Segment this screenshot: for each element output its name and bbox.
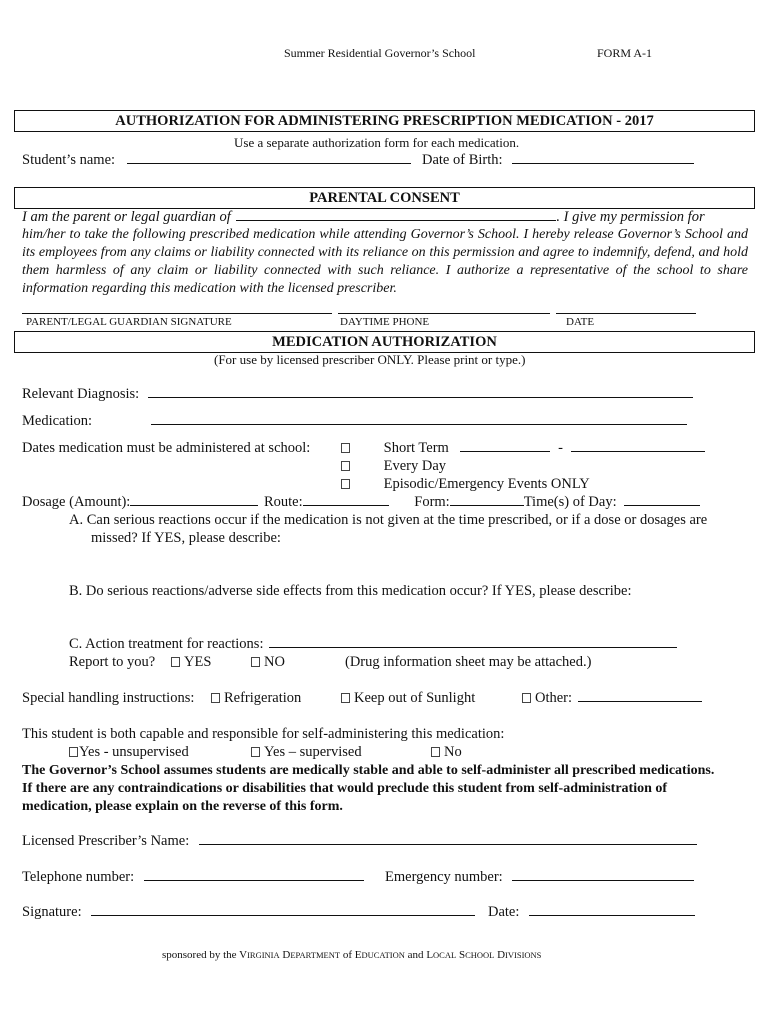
consent-date-label: DATE <box>566 316 595 328</box>
emergency-field[interactable] <box>512 869 694 881</box>
short-term-start-field[interactable] <box>460 440 550 452</box>
sunlight-label: Keep out of Sunlight <box>354 690 476 706</box>
parental-consent-heading: PARENTAL CONSENT <box>14 187 755 209</box>
dosage-row <box>22 494 700 511</box>
refrigeration-option[interactable] <box>211 690 301 707</box>
sunlight-checkbox[interactable] <box>341 693 350 703</box>
times-label: Time(s) of Day: <box>523 494 617 510</box>
self-yes-unsupervised-checkbox[interactable] <box>69 747 78 757</box>
signature-date-row <box>488 904 695 921</box>
footer-sponsored-by: sponsored by the <box>162 949 237 961</box>
report-yes-checkbox[interactable] <box>171 657 180 667</box>
short-term-label: Short Term <box>383 440 449 456</box>
every-day-checkbox[interactable] <box>341 461 350 471</box>
refrigeration-label: Refrigeration <box>224 690 302 706</box>
medical-stability-statement: The Governor’s School assumes students are medically stable and able to self-administer all prescribed medications. If there are any contraindications or disabilities that would preclude this student from self-administration of medication, please explain on the reverse of this form. <box>22 763 715 814</box>
signature-date-field[interactable] <box>529 904 695 916</box>
student-name-field[interactable] <box>127 152 411 164</box>
short-term-option[interactable] <box>341 440 705 457</box>
prescriber-label: Licensed Prescriber’s Name: <box>22 833 190 849</box>
consent-line1 <box>22 209 705 226</box>
student-name-label: Student’s name: <box>22 152 116 168</box>
report-no-checkbox[interactable] <box>251 657 260 667</box>
question-c-label: C. Action treatment for reactions: <box>69 636 264 652</box>
footer-and: and <box>407 949 424 961</box>
question-a-line2: missed? If YES, please describe: <box>91 530 281 546</box>
dosage-label: Dosage (Amount): <box>22 494 131 510</box>
dob-field[interactable] <box>512 152 694 164</box>
dob-label: Date of Birth: <box>422 152 503 168</box>
medication-field[interactable] <box>151 413 687 425</box>
self-yes-supervised-option[interactable] <box>251 744 362 761</box>
episodic-label: Episodic/Emergency Events ONLY <box>383 476 590 492</box>
every-day-label: Every Day <box>383 458 447 474</box>
medication-row <box>22 413 687 430</box>
report-yes-option[interactable] <box>171 654 211 671</box>
telephone-label: Telephone number: <box>22 869 135 885</box>
signature-label: Signature: <box>22 904 82 920</box>
footer-department-rest: EPARTMENT <box>290 950 341 960</box>
footer-education-rest: DUCATION <box>361 950 405 960</box>
short-term-dash: - <box>558 440 563 456</box>
times-field[interactable] <box>624 494 700 506</box>
footer-sponsor <box>162 949 541 961</box>
short-term-checkbox[interactable] <box>341 443 350 453</box>
footer-school-initial: S <box>458 949 466 961</box>
footer-virginia-rest: IRGINIA <box>247 950 280 960</box>
form-id: FORM A-1 <box>597 46 653 60</box>
daytime-phone-field[interactable] <box>338 313 550 314</box>
footer-local-initial: L <box>426 949 434 961</box>
report-label: Report to you? <box>69 654 156 670</box>
footer-virginia-initial: V <box>239 949 248 961</box>
page-title: AUTHORIZATION FOR ADMINISTERING PRESCRIPTION MEDICATION - 2017 <box>14 110 755 132</box>
dosage-field[interactable] <box>130 494 258 506</box>
footer-divisions-initial: D <box>497 949 506 961</box>
self-no-option[interactable] <box>431 744 462 761</box>
short-term-end-field[interactable] <box>571 440 705 452</box>
prescriber-only-note: (For use by licensed prescriber ONLY. Please print or type.) <box>214 352 526 367</box>
footer-of: of <box>342 949 352 961</box>
student-name-row <box>22 152 411 169</box>
parent-signature-label: PARENT/LEGAL GUARDIAN SIGNATURE <box>26 316 232 328</box>
consent-date-field[interactable] <box>556 313 696 314</box>
telephone-row <box>22 869 364 886</box>
self-yes-unsupervised-label: Yes - unsupervised <box>79 744 189 760</box>
special-handling-label: Special handling instructions: <box>22 690 195 706</box>
episodic-checkbox[interactable] <box>341 479 350 489</box>
every-day-option[interactable] <box>341 458 446 475</box>
prescriber-row <box>22 833 697 850</box>
child-name-field[interactable] <box>236 209 556 221</box>
action-treatment-field[interactable] <box>269 636 677 648</box>
drug-info-note: (Drug information sheet may be attached.) <box>345 654 592 670</box>
self-yes-supervised-label: Yes – supervised <box>264 744 362 760</box>
report-no-label: NO <box>264 654 285 670</box>
diagnosis-field[interactable] <box>148 386 693 398</box>
other-option[interactable] <box>522 690 702 707</box>
signature-field[interactable] <box>91 904 475 916</box>
signature-date-label: Date: <box>488 904 520 920</box>
form-label: Form: <box>414 494 450 510</box>
self-yes-supervised-checkbox[interactable] <box>251 747 260 757</box>
episodic-option[interactable] <box>341 476 590 493</box>
daytime-phone-label: DAYTIME PHONE <box>340 316 430 328</box>
medication-authorization-heading: MEDICATION AUTHORIZATION <box>14 331 755 353</box>
page-subtitle: Use a separate authorization form for each medication. <box>234 135 520 150</box>
question-b: B. Do serious reactions/adverse side effects from this medication occur? If YES, please describe: <box>69 583 632 599</box>
parent-signature-field[interactable] <box>22 313 332 314</box>
signature-row <box>22 904 475 921</box>
self-yes-unsupervised-option[interactable] <box>69 744 189 761</box>
medication-label: Medication: <box>22 413 93 429</box>
school-header: Summer Residential Governor’s School <box>284 46 476 60</box>
footer-school-rest: CHOOL <box>465 950 495 960</box>
report-yes-label: YES <box>184 654 212 670</box>
footer-divisions-rest: IVISIONS <box>505 950 542 960</box>
consent-line1-end: . I give my permission for <box>556 209 705 225</box>
dates-label: Dates medication must be administered at school: <box>22 440 311 456</box>
footer-department-initial: D <box>282 949 291 961</box>
diagnosis-label: Relevant Diagnosis: <box>22 386 140 402</box>
consent-body: him/her to take the following prescribed medication while attending Governor’s School. I hereby release Governor’s School and its employees from any claims or liability connected with its reliance on this permission and agree to indemnify, defend, and hold them harmless of any claim or liability connected with such reliance. I authorize a representative of the school to share information regarding this medication with the licensed prescriber. <box>22 227 748 296</box>
dob-row <box>422 152 694 169</box>
self-admin-label: This student is both capable and responsible for self-administering this medication: <box>22 726 505 742</box>
self-no-checkbox[interactable] <box>431 747 440 757</box>
other-field[interactable] <box>578 690 702 702</box>
other-label: Other: <box>535 690 573 706</box>
question-c-row <box>69 636 677 653</box>
prescriber-field[interactable] <box>199 833 697 845</box>
emergency-label: Emergency number: <box>385 869 503 885</box>
route-label: Route: <box>263 494 303 510</box>
diagnosis-row <box>22 386 693 403</box>
route-field[interactable] <box>303 494 389 506</box>
other-checkbox[interactable] <box>522 693 531 703</box>
emergency-row <box>385 869 694 886</box>
self-no-label: No <box>444 744 462 760</box>
refrigeration-checkbox[interactable] <box>211 693 220 703</box>
footer-education-initial: E <box>354 949 362 961</box>
footer-local-rest: OCAL <box>433 950 457 960</box>
report-no-option[interactable] <box>251 654 285 671</box>
consent-line1-start: I am the parent or legal guardian of <box>22 209 231 225</box>
form-field[interactable] <box>450 494 524 506</box>
telephone-field[interactable] <box>144 869 364 881</box>
question-a-line1: A. Can serious reactions occur if the medication is not given at the time prescribed, or if a dose or dosages are <box>69 512 708 528</box>
sunlight-option[interactable] <box>341 690 475 707</box>
